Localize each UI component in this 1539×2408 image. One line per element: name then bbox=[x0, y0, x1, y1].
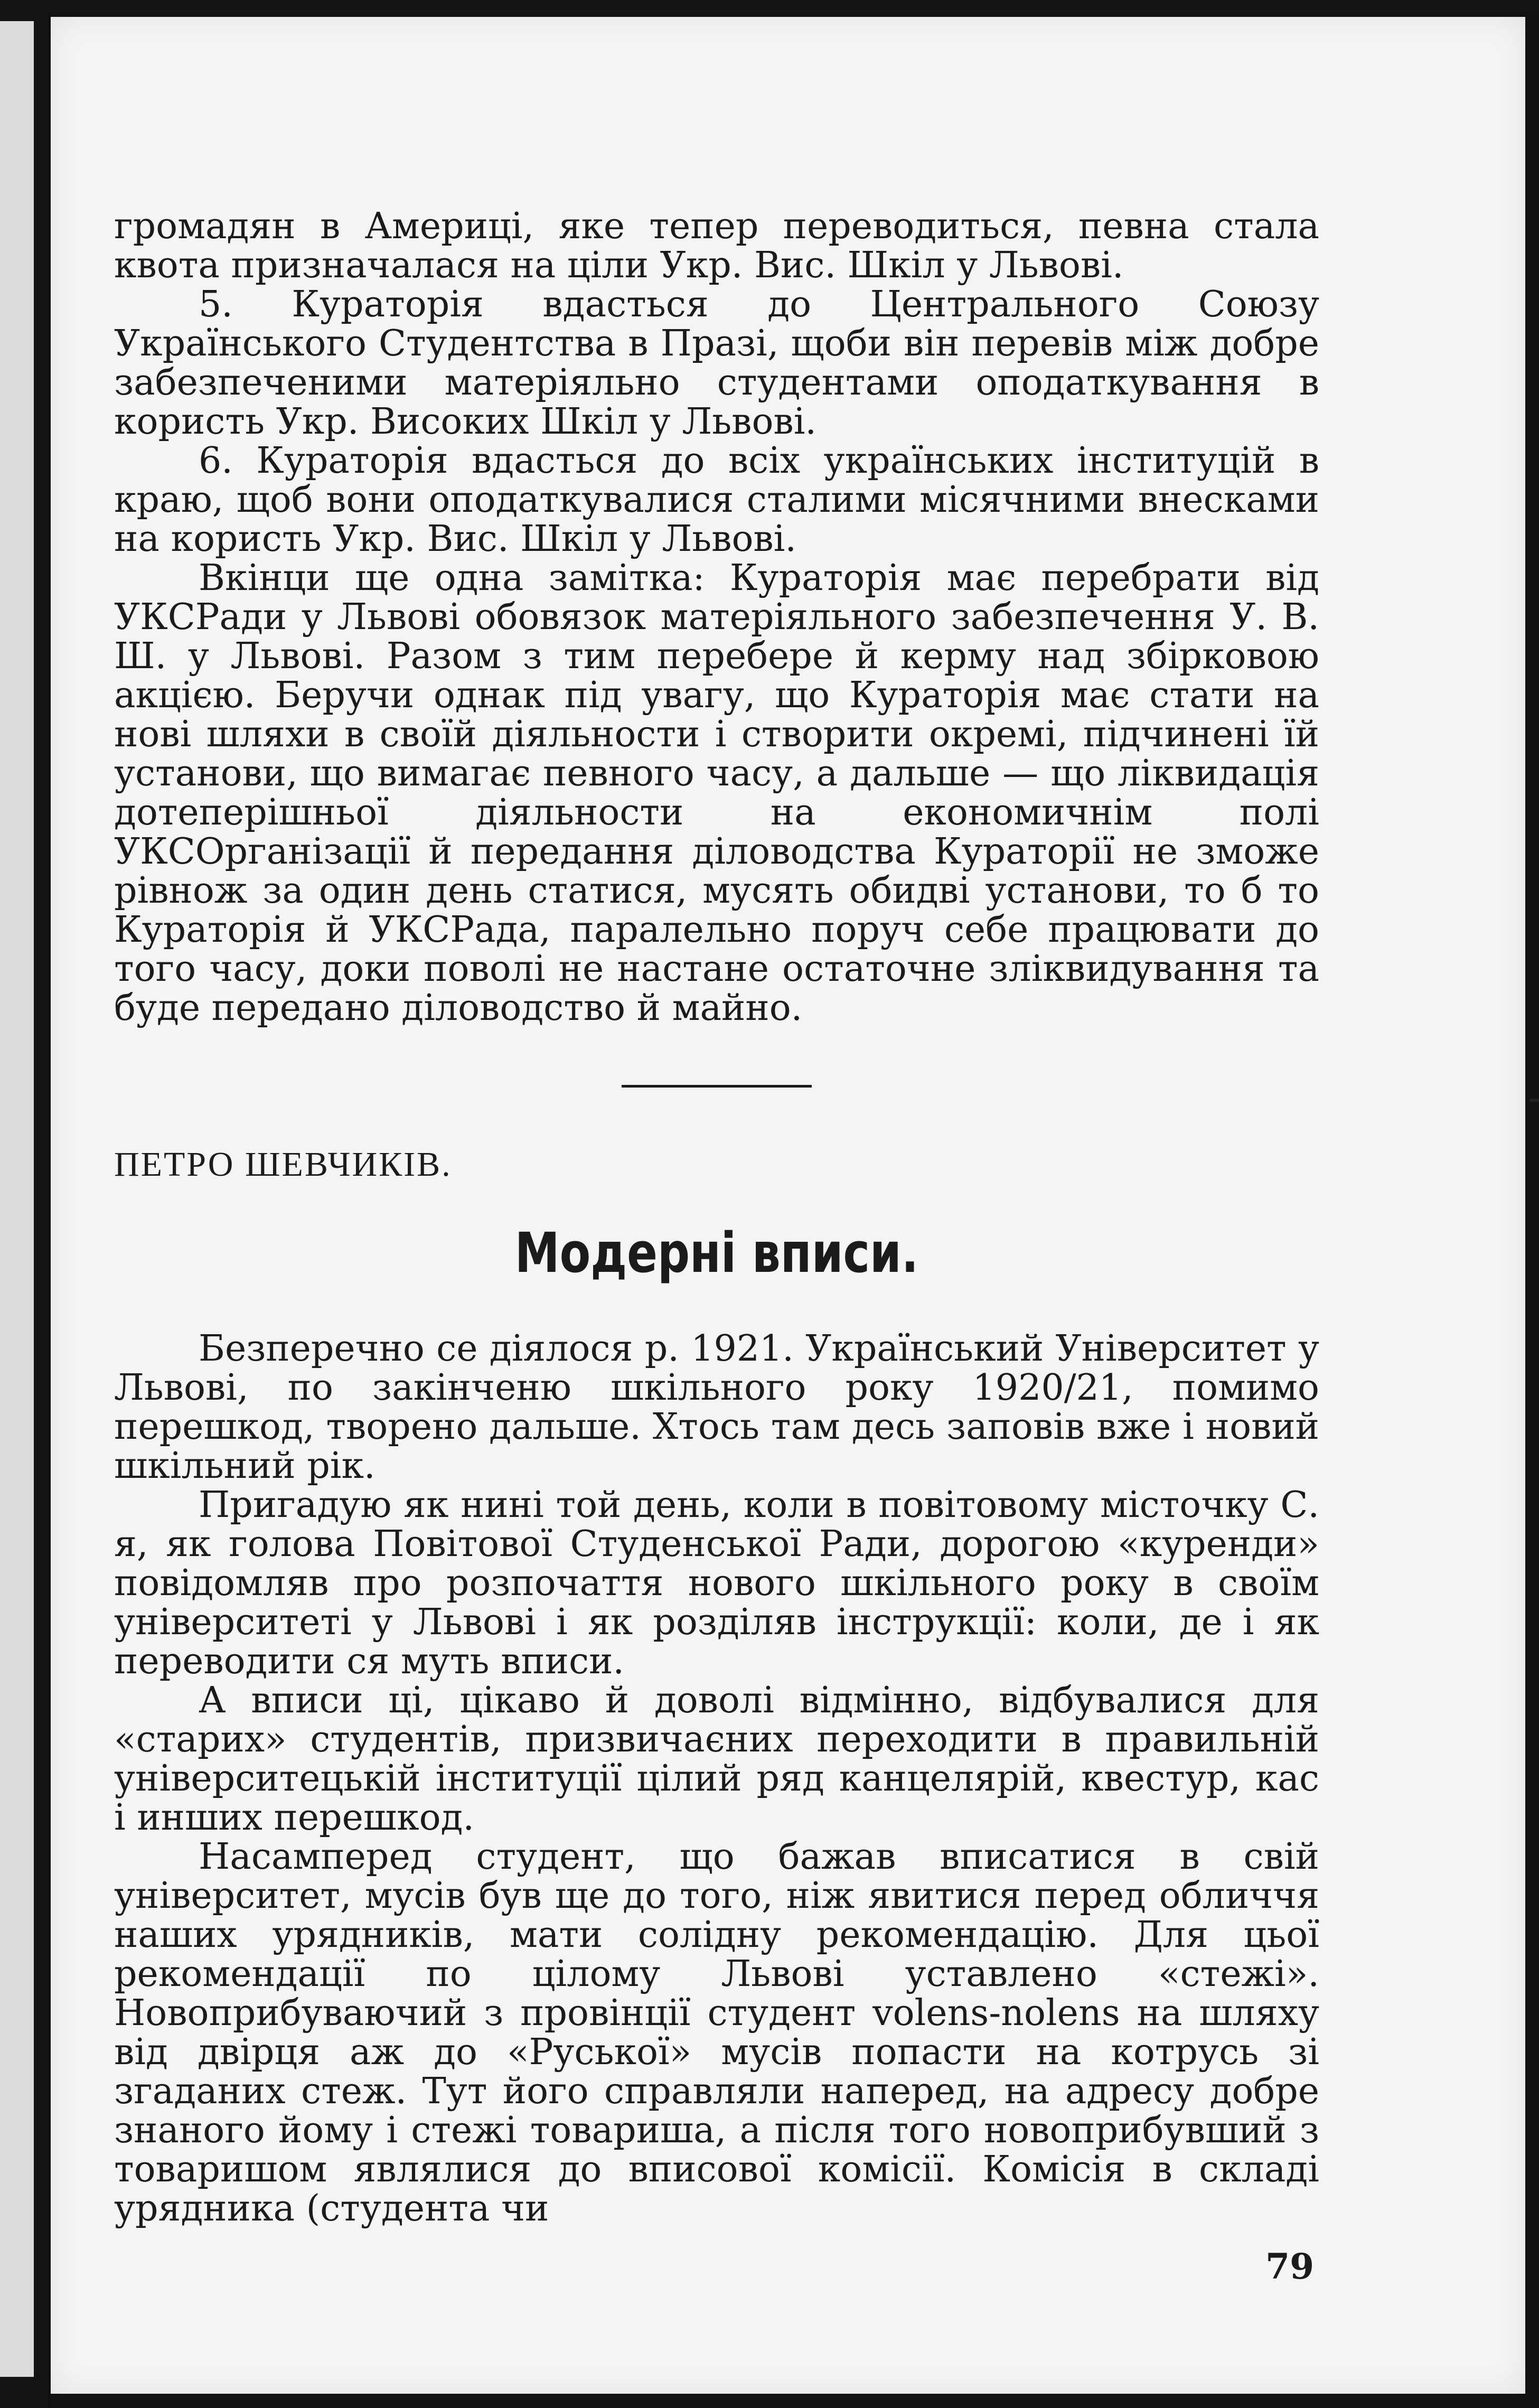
top-section bbox=[114, 207, 1319, 1028]
paragraph-point-6: 6. Кураторія вдасться до всіх українських інституцій в краю, щоб вони оподаткувалися сталими місячними внесками на користь Укр. Вис. Шкіл у Львові. bbox=[114, 440, 1319, 560]
paragraph-point-5: 5. Кураторія вдасться до Центрального Союзу Українського Студентства в Празі, щоби він перевів між добре забезпеченими матеріяльно студентами оподаткування в користь Укр. Високих Шкіл у Львові. bbox=[114, 284, 1319, 443]
margin-mark bbox=[1529, 1099, 1539, 1102]
article-paragraph: Насамперед студент, що бажав вписатися в свій університет, мусів був ще до того, ніж явитися перед обличчя наших урядників, мати солідну рекомендацію. Для цьої рекомендації по цілому Львові уставлено «стежі». Новоприбуваючий з провінції студент volens-nolens на шляху від двірця аж до «Руської» мусів попасти на котрусь зі згаданих стеж. Тут його справляли наперед, на адресу добре знаного йому і стежі товариша, а після того новоприбувший з товаришом являлися до вписової комісії. Комісія в складі урядника (студента чи bbox=[114, 1836, 1319, 2229]
section-divider bbox=[622, 1085, 812, 1088]
page-number: 79 bbox=[1265, 2246, 1314, 2287]
book-page bbox=[51, 17, 1525, 2394]
scan-border-top bbox=[0, 0, 1539, 13]
paragraph-final-note: Вкінци ще одна замітка: Кураторія має перебрати від УКСРади у Львові обовязок матеріяльного забезпечення У. В. Ш. у Львові. Разом з тим перебере й керму над збірковою акцією. Беручи однак під увагу, що Кураторія має стати на нові шляхи в своїй діяльности і створити окремі, підчинені їй установи, що вимагає певного часу, а дальше — що ліквидація дотеперішньої діяльности на економичнім полі УКСОрганізації й передання діловодства Кураторії не зможе рівнож за один день статися, мусять обидві установи, то б то Кураторія й УКСРада, паралельно поруч себе працювати до того часу, доки поволі не настане остаточне зліквидування та буде передано діловодство й майно. bbox=[114, 557, 1319, 1029]
article-paragraph: Пригадую як нині той день, коли в повітовому місточку С. я, як голова Повітової Студенської Ради, дорогою «куренди» повідомляв про розпочаття нового шкільного року в своїм університеті у Львові і як розділяв інструкції: коли, де і як переводити ся муть вписи. bbox=[114, 1484, 1319, 1682]
page-content bbox=[114, 207, 1319, 2228]
article-author: ПЕТРО ШЕВЧИКІВ. bbox=[114, 1145, 452, 1184]
adjacent-page-edge bbox=[0, 21, 34, 2377]
article-title: Модерні вписи. bbox=[514, 1221, 919, 1285]
paragraph-continuation: громадян в Америці, яке тепер переводиться, певна стала квота призначалася на ціли Укр. Вис. Шкіл у Львові. bbox=[114, 205, 1319, 286]
article-paragraph: Безперечно се діялося р. 1921. Український Університет у Львові, по закінченю шкільного року 1920/21, помимо перешкод, творено дальше. Хтось там десь заповів вже і новий шкільний рік. bbox=[114, 1328, 1319, 1487]
article-paragraph: А вписи ці, цікаво й доволі відмінно, відбувалися для «старих» студентів, призвичаєних переходити в правильній університецькій інституції цілий ряд канцелярій, квестур, кас і инших перешкод. bbox=[114, 1680, 1319, 1839]
article-body bbox=[114, 1329, 1319, 2228]
